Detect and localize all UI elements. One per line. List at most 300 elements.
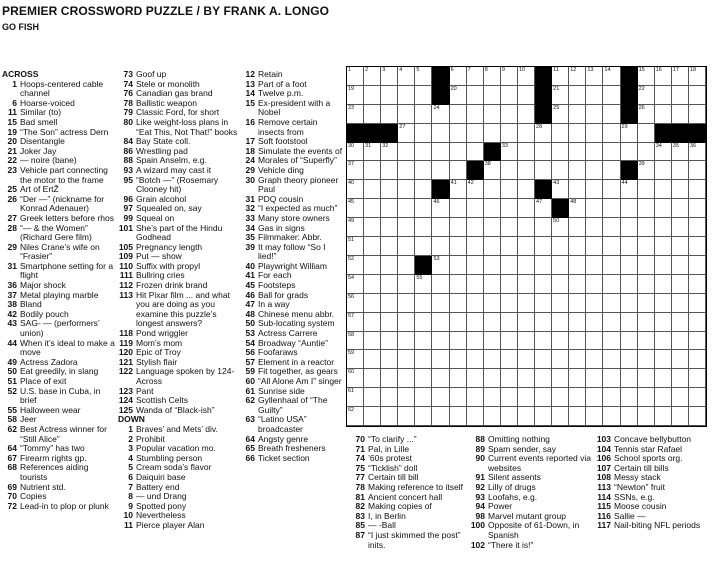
grid-cell[interactable] xyxy=(450,369,467,388)
grid-cell[interactable] xyxy=(364,275,381,294)
grid-cell[interactable] xyxy=(501,407,518,426)
grid-cell[interactable] xyxy=(586,105,603,124)
grid-cell[interactable] xyxy=(467,275,484,294)
grid-cell[interactable] xyxy=(467,256,484,275)
grid-cell[interactable] xyxy=(569,275,586,294)
grid-cell[interactable] xyxy=(586,237,603,256)
grid-cell[interactable] xyxy=(689,105,706,124)
grid-cell[interactable] xyxy=(381,350,398,369)
grid-cell[interactable] xyxy=(672,313,689,332)
grid-cell[interactable] xyxy=(467,86,484,105)
grid-cell[interactable] xyxy=(347,199,364,218)
grid-cell[interactable] xyxy=(484,161,501,180)
grid-cell[interactable] xyxy=(347,237,364,256)
grid-cell[interactable] xyxy=(552,313,569,332)
grid-cell[interactable] xyxy=(603,143,620,162)
grid-cell[interactable] xyxy=(535,313,552,332)
grid-cell[interactable] xyxy=(689,67,706,86)
grid-cell[interactable] xyxy=(518,199,535,218)
grid-cell[interactable] xyxy=(655,275,672,294)
grid-cell[interactable] xyxy=(450,388,467,407)
grid-cell[interactable] xyxy=(484,256,501,275)
grid-cell[interactable] xyxy=(467,407,484,426)
grid-cell[interactable] xyxy=(552,294,569,313)
grid-cell[interactable] xyxy=(364,237,381,256)
grid-cell[interactable] xyxy=(484,407,501,426)
grid-cell[interactable] xyxy=(569,332,586,351)
grid-cell[interactable] xyxy=(467,67,484,86)
grid-cell[interactable] xyxy=(655,105,672,124)
grid-cell[interactable] xyxy=(364,67,381,86)
grid-cell[interactable] xyxy=(535,143,552,162)
grid-cell[interactable] xyxy=(347,294,364,313)
grid-cell[interactable] xyxy=(552,124,569,143)
grid-cell[interactable] xyxy=(689,218,706,237)
grid-cell[interactable] xyxy=(364,143,381,162)
grid-cell[interactable] xyxy=(364,161,381,180)
grid-cell[interactable] xyxy=(586,199,603,218)
grid-cell[interactable] xyxy=(432,332,449,351)
grid-cell[interactable] xyxy=(638,332,655,351)
grid-cell[interactable] xyxy=(518,350,535,369)
grid-cell[interactable] xyxy=(535,199,552,218)
grid-cell[interactable] xyxy=(432,275,449,294)
grid-cell[interactable] xyxy=(450,332,467,351)
grid-cell[interactable] xyxy=(467,313,484,332)
grid-cell[interactable] xyxy=(621,350,638,369)
grid-cell[interactable] xyxy=(535,256,552,275)
grid-cell[interactable] xyxy=(672,237,689,256)
grid-cell[interactable] xyxy=(484,105,501,124)
grid-cell[interactable] xyxy=(501,199,518,218)
grid-cell[interactable] xyxy=(586,67,603,86)
grid-cell[interactable] xyxy=(398,218,415,237)
grid-cell[interactable] xyxy=(364,388,381,407)
grid-cell[interactable] xyxy=(501,388,518,407)
grid-cell[interactable] xyxy=(621,407,638,426)
grid-cell[interactable] xyxy=(518,388,535,407)
grid-cell[interactable] xyxy=(381,369,398,388)
grid-cell[interactable] xyxy=(621,256,638,275)
grid-cell[interactable] xyxy=(552,86,569,105)
grid-cell[interactable] xyxy=(603,237,620,256)
grid-cell[interactable] xyxy=(381,105,398,124)
grid-cell[interactable] xyxy=(484,332,501,351)
grid-cell[interactable] xyxy=(672,86,689,105)
grid-cell[interactable] xyxy=(552,143,569,162)
grid-cell[interactable] xyxy=(415,86,432,105)
grid-cell[interactable] xyxy=(432,218,449,237)
grid-cell[interactable] xyxy=(450,313,467,332)
grid-cell[interactable] xyxy=(398,275,415,294)
grid-cell[interactable] xyxy=(672,180,689,199)
grid-cell[interactable] xyxy=(518,161,535,180)
grid-cell[interactable] xyxy=(655,350,672,369)
grid-cell[interactable] xyxy=(569,256,586,275)
grid-cell[interactable] xyxy=(603,350,620,369)
grid-cell[interactable] xyxy=(603,67,620,86)
grid-cell[interactable] xyxy=(450,275,467,294)
grid-cell[interactable] xyxy=(450,86,467,105)
grid-cell[interactable] xyxy=(638,350,655,369)
grid-cell[interactable] xyxy=(689,180,706,199)
grid-cell[interactable] xyxy=(535,369,552,388)
grid-cell[interactable] xyxy=(586,388,603,407)
grid-cell[interactable] xyxy=(432,369,449,388)
grid-cell[interactable] xyxy=(535,294,552,313)
grid-cell[interactable] xyxy=(501,256,518,275)
grid-cell[interactable] xyxy=(450,199,467,218)
grid-cell[interactable] xyxy=(569,124,586,143)
grid-cell[interactable] xyxy=(638,180,655,199)
grid-cell[interactable] xyxy=(364,199,381,218)
grid-cell[interactable] xyxy=(586,124,603,143)
grid-cell[interactable] xyxy=(432,237,449,256)
grid-cell[interactable] xyxy=(364,332,381,351)
grid-cell[interactable] xyxy=(621,388,638,407)
grid-cell[interactable] xyxy=(484,350,501,369)
grid-cell[interactable] xyxy=(672,105,689,124)
grid-cell[interactable] xyxy=(672,256,689,275)
grid-cell[interactable] xyxy=(415,407,432,426)
grid-cell[interactable] xyxy=(398,388,415,407)
grid-cell[interactable] xyxy=(603,313,620,332)
grid-cell[interactable] xyxy=(432,388,449,407)
grid-cell[interactable] xyxy=(501,143,518,162)
grid-cell[interactable] xyxy=(638,199,655,218)
grid-cell[interactable] xyxy=(501,161,518,180)
grid-cell[interactable] xyxy=(501,237,518,256)
grid-cell[interactable] xyxy=(689,143,706,162)
grid-cell[interactable] xyxy=(347,407,364,426)
grid-cell[interactable] xyxy=(381,256,398,275)
grid-cell[interactable] xyxy=(398,369,415,388)
grid-cell[interactable] xyxy=(552,275,569,294)
grid-cell[interactable] xyxy=(655,218,672,237)
grid-cell[interactable] xyxy=(347,105,364,124)
grid-cell[interactable] xyxy=(467,237,484,256)
grid-cell[interactable] xyxy=(552,180,569,199)
grid-cell[interactable] xyxy=(484,86,501,105)
grid-cell[interactable] xyxy=(432,407,449,426)
grid-cell[interactable] xyxy=(569,388,586,407)
grid-cell[interactable] xyxy=(603,180,620,199)
grid-cell[interactable] xyxy=(381,275,398,294)
grid-cell[interactable] xyxy=(518,105,535,124)
grid-cell[interactable] xyxy=(552,256,569,275)
grid-cell[interactable] xyxy=(552,350,569,369)
grid-cell[interactable] xyxy=(603,369,620,388)
grid-cell[interactable] xyxy=(655,237,672,256)
grid-cell[interactable] xyxy=(398,407,415,426)
grid-cell[interactable] xyxy=(484,388,501,407)
grid-cell[interactable] xyxy=(586,275,603,294)
grid-cell[interactable] xyxy=(415,124,432,143)
grid-cell[interactable] xyxy=(398,294,415,313)
grid-cell[interactable] xyxy=(552,388,569,407)
grid-cell[interactable] xyxy=(638,86,655,105)
grid-cell[interactable] xyxy=(467,332,484,351)
grid-cell[interactable] xyxy=(450,294,467,313)
grid-cell[interactable] xyxy=(569,199,586,218)
grid-cell[interactable] xyxy=(569,67,586,86)
grid-cell[interactable] xyxy=(364,313,381,332)
grid-cell[interactable] xyxy=(621,237,638,256)
grid-cell[interactable] xyxy=(518,313,535,332)
grid-cell[interactable] xyxy=(432,350,449,369)
grid-cell[interactable] xyxy=(672,199,689,218)
grid-cell[interactable] xyxy=(689,332,706,351)
grid-cell[interactable] xyxy=(655,143,672,162)
grid-cell[interactable] xyxy=(518,275,535,294)
grid-cell[interactable] xyxy=(655,67,672,86)
grid-cell[interactable] xyxy=(603,388,620,407)
grid-cell[interactable] xyxy=(672,143,689,162)
grid-cell[interactable] xyxy=(347,313,364,332)
grid-cell[interactable] xyxy=(603,105,620,124)
grid-cell[interactable] xyxy=(484,124,501,143)
grid-cell[interactable] xyxy=(569,407,586,426)
grid-cell[interactable] xyxy=(398,237,415,256)
grid-cell[interactable] xyxy=(638,218,655,237)
grid-cell[interactable] xyxy=(484,369,501,388)
grid-cell[interactable] xyxy=(398,350,415,369)
grid-cell[interactable] xyxy=(655,388,672,407)
grid-cell[interactable] xyxy=(689,350,706,369)
grid-cell[interactable] xyxy=(484,180,501,199)
grid-cell[interactable] xyxy=(569,218,586,237)
grid-cell[interactable] xyxy=(621,124,638,143)
grid-cell[interactable] xyxy=(638,237,655,256)
grid-cell[interactable] xyxy=(432,105,449,124)
grid-cell[interactable] xyxy=(603,256,620,275)
grid-cell[interactable] xyxy=(672,407,689,426)
grid-cell[interactable] xyxy=(501,218,518,237)
grid-cell[interactable] xyxy=(467,388,484,407)
grid-cell[interactable] xyxy=(672,369,689,388)
grid-cell[interactable] xyxy=(381,332,398,351)
grid-cell[interactable] xyxy=(381,161,398,180)
grid-cell[interactable] xyxy=(347,256,364,275)
grid-cell[interactable] xyxy=(535,332,552,351)
grid-cell[interactable] xyxy=(535,218,552,237)
grid-cell[interactable] xyxy=(689,388,706,407)
grid-cell[interactable] xyxy=(603,86,620,105)
grid-cell[interactable] xyxy=(552,237,569,256)
grid-cell[interactable] xyxy=(347,388,364,407)
grid-cell[interactable] xyxy=(689,237,706,256)
grid-cell[interactable] xyxy=(415,369,432,388)
grid-cell[interactable] xyxy=(450,105,467,124)
grid-cell[interactable] xyxy=(415,143,432,162)
grid-cell[interactable] xyxy=(638,256,655,275)
grid-cell[interactable] xyxy=(518,332,535,351)
grid-cell[interactable] xyxy=(364,180,381,199)
grid-cell[interactable] xyxy=(415,67,432,86)
grid-cell[interactable] xyxy=(518,256,535,275)
grid-cell[interactable] xyxy=(603,275,620,294)
grid-cell[interactable] xyxy=(655,407,672,426)
grid-cell[interactable] xyxy=(364,407,381,426)
grid-cell[interactable] xyxy=(689,294,706,313)
grid-cell[interactable] xyxy=(364,294,381,313)
grid-cell[interactable] xyxy=(364,105,381,124)
grid-cell[interactable] xyxy=(518,407,535,426)
grid-cell[interactable] xyxy=(621,294,638,313)
grid-cell[interactable] xyxy=(415,180,432,199)
grid-cell[interactable] xyxy=(450,124,467,143)
grid-cell[interactable] xyxy=(364,86,381,105)
grid-cell[interactable] xyxy=(398,86,415,105)
grid-cell[interactable] xyxy=(398,105,415,124)
grid-cell[interactable] xyxy=(655,294,672,313)
grid-cell[interactable] xyxy=(535,407,552,426)
grid-cell[interactable] xyxy=(398,332,415,351)
grid-cell[interactable] xyxy=(638,105,655,124)
grid-cell[interactable] xyxy=(689,86,706,105)
grid-cell[interactable] xyxy=(603,199,620,218)
grid-cell[interactable] xyxy=(364,369,381,388)
grid-cell[interactable] xyxy=(603,407,620,426)
grid-cell[interactable] xyxy=(638,294,655,313)
grid-cell[interactable] xyxy=(655,161,672,180)
grid-cell[interactable] xyxy=(586,218,603,237)
grid-cell[interactable] xyxy=(518,143,535,162)
grid-cell[interactable] xyxy=(432,313,449,332)
grid-cell[interactable] xyxy=(552,218,569,237)
grid-cell[interactable] xyxy=(432,199,449,218)
grid-cell[interactable] xyxy=(501,313,518,332)
grid-cell[interactable] xyxy=(398,180,415,199)
grid-cell[interactable] xyxy=(398,124,415,143)
grid-cell[interactable] xyxy=(569,294,586,313)
grid-cell[interactable] xyxy=(535,350,552,369)
grid-cell[interactable] xyxy=(552,369,569,388)
grid-cell[interactable] xyxy=(586,86,603,105)
grid-cell[interactable] xyxy=(398,256,415,275)
grid-cell[interactable] xyxy=(347,67,364,86)
grid-cell[interactable] xyxy=(415,350,432,369)
grid-cell[interactable] xyxy=(484,313,501,332)
grid-cell[interactable] xyxy=(586,256,603,275)
grid-cell[interactable] xyxy=(364,256,381,275)
grid-cell[interactable] xyxy=(518,294,535,313)
grid-cell[interactable] xyxy=(415,199,432,218)
grid-cell[interactable] xyxy=(450,143,467,162)
grid-cell[interactable] xyxy=(621,199,638,218)
grid-cell[interactable] xyxy=(381,86,398,105)
grid-cell[interactable] xyxy=(381,218,398,237)
grid-cell[interactable] xyxy=(381,180,398,199)
grid-cell[interactable] xyxy=(467,105,484,124)
grid-cell[interactable] xyxy=(655,86,672,105)
grid-cell[interactable] xyxy=(569,143,586,162)
grid-cell[interactable] xyxy=(484,199,501,218)
grid-cell[interactable] xyxy=(689,256,706,275)
grid-cell[interactable] xyxy=(672,218,689,237)
grid-cell[interactable] xyxy=(347,143,364,162)
grid-cell[interactable] xyxy=(347,180,364,199)
grid-cell[interactable] xyxy=(586,294,603,313)
grid-cell[interactable] xyxy=(398,143,415,162)
grid-cell[interactable] xyxy=(501,180,518,199)
grid-cell[interactable] xyxy=(467,199,484,218)
grid-cell[interactable] xyxy=(467,143,484,162)
grid-cell[interactable] xyxy=(569,105,586,124)
grid-cell[interactable] xyxy=(398,313,415,332)
grid-cell[interactable] xyxy=(638,369,655,388)
grid-cell[interactable] xyxy=(415,237,432,256)
grid-cell[interactable] xyxy=(347,350,364,369)
grid-cell[interactable] xyxy=(569,237,586,256)
grid-cell[interactable] xyxy=(552,161,569,180)
grid-cell[interactable] xyxy=(655,332,672,351)
grid-cell[interactable] xyxy=(347,161,364,180)
grid-cell[interactable] xyxy=(381,388,398,407)
grid-cell[interactable] xyxy=(347,332,364,351)
grid-cell[interactable] xyxy=(552,67,569,86)
grid-cell[interactable] xyxy=(415,388,432,407)
grid-cell[interactable] xyxy=(415,294,432,313)
grid-cell[interactable] xyxy=(672,275,689,294)
grid-cell[interactable] xyxy=(586,313,603,332)
grid-cell[interactable] xyxy=(569,86,586,105)
grid-cell[interactable] xyxy=(398,199,415,218)
grid-cell[interactable] xyxy=(603,124,620,143)
grid-cell[interactable] xyxy=(655,180,672,199)
grid-cell[interactable] xyxy=(552,105,569,124)
grid-cell[interactable] xyxy=(484,294,501,313)
grid-cell[interactable] xyxy=(672,350,689,369)
grid-cell[interactable] xyxy=(450,350,467,369)
grid-cell[interactable] xyxy=(450,256,467,275)
grid-cell[interactable] xyxy=(381,313,398,332)
grid-cell[interactable] xyxy=(501,350,518,369)
grid-cell[interactable] xyxy=(672,67,689,86)
grid-cell[interactable] xyxy=(569,350,586,369)
grid-cell[interactable] xyxy=(467,124,484,143)
grid-cell[interactable] xyxy=(432,294,449,313)
grid-cell[interactable] xyxy=(586,143,603,162)
grid-cell[interactable] xyxy=(450,161,467,180)
grid-cell[interactable] xyxy=(535,275,552,294)
grid-cell[interactable] xyxy=(415,313,432,332)
grid-cell[interactable] xyxy=(569,369,586,388)
grid-cell[interactable] xyxy=(432,161,449,180)
grid-cell[interactable] xyxy=(586,407,603,426)
grid-cell[interactable] xyxy=(655,199,672,218)
grid-cell[interactable] xyxy=(467,294,484,313)
grid-cell[interactable] xyxy=(501,67,518,86)
grid-cell[interactable] xyxy=(432,143,449,162)
grid-cell[interactable] xyxy=(398,67,415,86)
grid-cell[interactable] xyxy=(638,161,655,180)
grid-cell[interactable] xyxy=(638,143,655,162)
grid-cell[interactable] xyxy=(501,369,518,388)
grid-cell[interactable] xyxy=(689,199,706,218)
grid-cell[interactable] xyxy=(655,256,672,275)
grid-cell[interactable] xyxy=(569,180,586,199)
grid-cell[interactable] xyxy=(603,161,620,180)
grid-cell[interactable] xyxy=(450,67,467,86)
grid-cell[interactable] xyxy=(484,275,501,294)
grid-cell[interactable] xyxy=(586,180,603,199)
grid-cell[interactable] xyxy=(672,161,689,180)
grid-cell[interactable] xyxy=(501,105,518,124)
grid-cell[interactable] xyxy=(569,161,586,180)
grid-cell[interactable] xyxy=(381,67,398,86)
grid-cell[interactable] xyxy=(501,294,518,313)
